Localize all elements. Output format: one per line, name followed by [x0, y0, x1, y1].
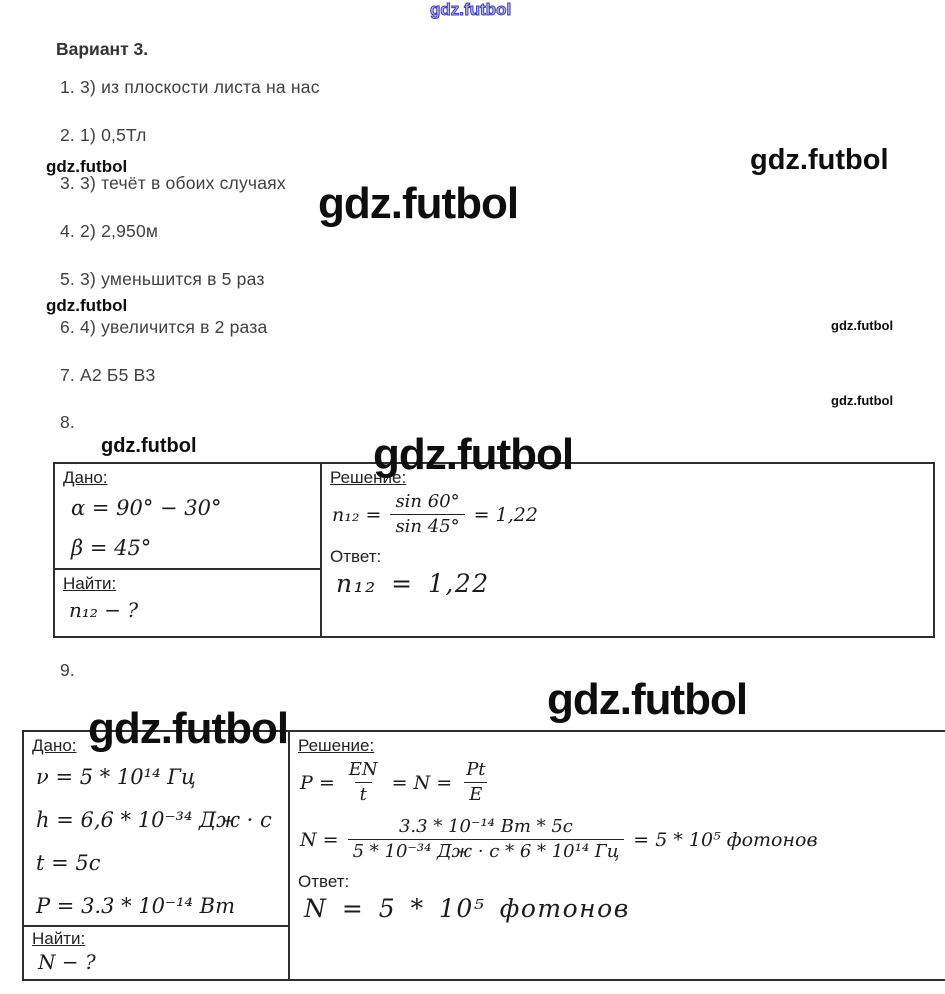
fraction-numerator: EN: [348, 759, 378, 780]
watermark-right-3: gdz.futbol: [831, 393, 894, 408]
find-label: Найти:: [32, 929, 86, 948]
fraction-numerator: Pt: [466, 759, 486, 780]
solution-formula: [332, 490, 925, 539]
fraction-numerator: 3.3 * 10⁻¹⁴ Вт * 5с: [398, 816, 573, 837]
given-label: Дано:: [63, 468, 108, 487]
answer-line-3: 3. 3) течёт в обоих случаях: [60, 173, 286, 193]
fraction-numerator: sin 60°: [395, 491, 460, 512]
answer-line-4: 4. 2) 2,950м: [60, 221, 159, 241]
given-label: Дано:: [32, 736, 77, 755]
answer-line-6: 6. 4) увеличится в 2 раза: [60, 317, 268, 337]
answer-number-9: 9.: [60, 660, 75, 680]
answer-number-8: 8.: [60, 412, 75, 432]
problem-8-solution-cell: [322, 464, 933, 636]
given-alpha: α = 90° − 30°: [71, 496, 222, 520]
answer-label: Ответ:: [330, 547, 382, 566]
given-time: t = 5с: [36, 851, 101, 875]
watermark-big-2: gdz.futbol: [373, 430, 574, 479]
solution-step-1: [300, 758, 939, 807]
watermark-right-2: gdz.futbol: [831, 318, 894, 333]
problem-8-given-cell: [55, 464, 322, 570]
formula-mid: = N =: [391, 771, 453, 794]
page-title: Вариант 3.: [56, 39, 149, 59]
answer-line-5: 5. 3) уменьшится в 5 раз: [60, 269, 265, 289]
find-formula: N − ?: [38, 950, 96, 974]
watermark-right-1: gdz.futbol: [750, 144, 889, 176]
given-beta: β = 45°: [71, 536, 152, 560]
fraction: [390, 490, 464, 539]
formula-post: = 5 * 10⁵ фотонов: [633, 828, 818, 851]
find-formula: n₁₂ − ?: [69, 598, 139, 622]
formula-pre: P =: [300, 771, 335, 794]
fraction: [344, 758, 383, 807]
problem-9-given-cell: [24, 732, 290, 927]
problem-8-find-cell: [55, 570, 322, 636]
problem-9-solution-cell: [290, 732, 945, 979]
problem-8-table: [53, 462, 935, 638]
solution-step-2: [300, 815, 939, 864]
watermark-big-4: gdz.futbol: [88, 704, 289, 753]
find-label: Найти:: [63, 574, 117, 593]
watermark-big-3: gdz.futbol: [547, 675, 748, 724]
problem-8-result: n₁₂ = 1,22: [336, 569, 490, 598]
fraction-denominator: t: [355, 782, 372, 807]
fraction-denominator: 5 * 10⁻³⁴ Дж · с * 6 * 10¹⁴ Гц: [348, 839, 625, 864]
watermark-left-2: gdz.futbol: [46, 296, 128, 315]
formula-post: = 1,22: [473, 503, 538, 526]
watermark-left-1: gdz.futbol: [46, 157, 128, 176]
watermark-top-blue: gdz.futbol: [430, 0, 512, 19]
answer-line-7: 7. А2 Б5 В3: [60, 365, 156, 385]
given-frequency: ν = 5 * 10¹⁴ Гц: [36, 765, 196, 789]
given-planck: h = 6,6 * 10⁻³⁴ Дж · с: [36, 808, 272, 832]
problem-9-result: N = 5 * 10⁵ фотонов: [304, 894, 630, 923]
watermark-above-table8: gdz.futbol: [101, 435, 197, 457]
fraction: [461, 758, 490, 807]
fraction: [348, 815, 625, 864]
formula-pre: n₁₂ =: [332, 503, 382, 526]
fraction-denominator: E: [464, 782, 487, 807]
given-power: P = 3.3 * 10⁻¹⁴ Вт: [36, 894, 235, 918]
answer-label: Ответ:: [298, 872, 350, 891]
problem-9-find-cell: [24, 927, 290, 979]
formula-pre: N =: [300, 828, 339, 851]
answer-line-2: 2. 1) 0,5Тл: [60, 125, 147, 145]
fraction-denominator: sin 45°: [390, 514, 464, 539]
problem-9-table: [22, 730, 945, 981]
solution-label: Решение:: [330, 468, 407, 487]
solution-label: Решение:: [298, 736, 375, 755]
watermark-big-1: gdz.futbol: [318, 179, 519, 228]
answer-line-1: 1. 3) из плоскости листа на нас: [60, 77, 320, 97]
